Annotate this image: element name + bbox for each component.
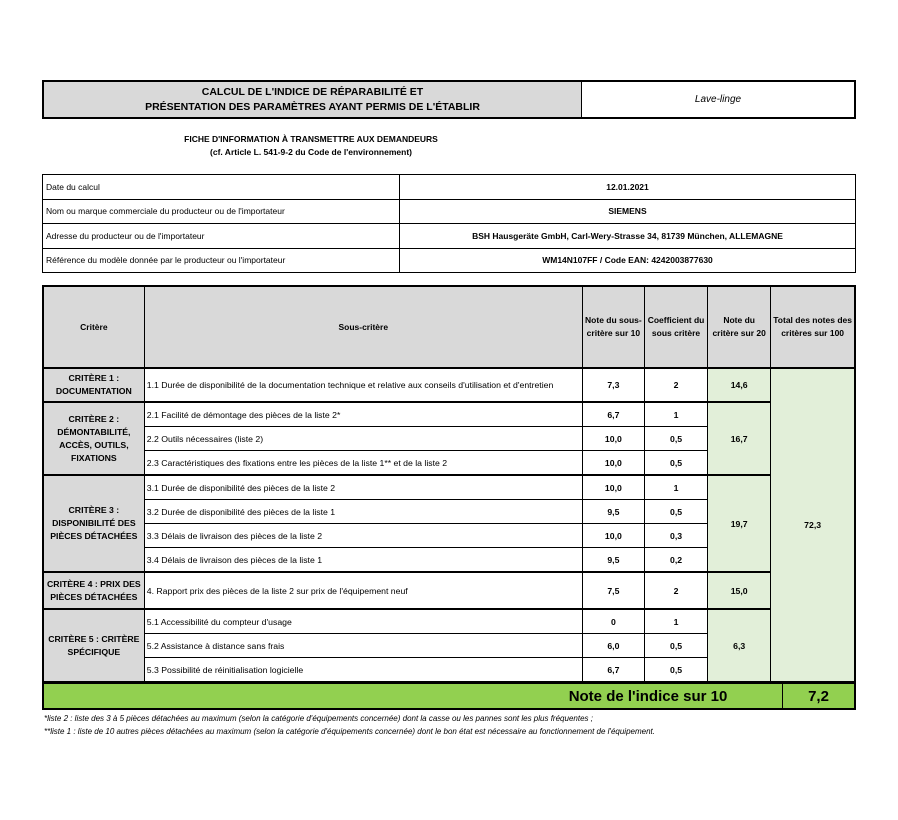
sous-critere-note: 7,5 — [582, 572, 644, 609]
critere-name: CRITÈRE 2 : DÉMONTABILITÉ, ACCÈS, OUTILS, FIXATIONS — [43, 402, 144, 475]
sous-critere-coef: 2 — [644, 368, 707, 402]
critere-note: 15,0 — [708, 572, 771, 609]
title-block — [42, 80, 856, 119]
sous-critere-note: 10,0 — [582, 451, 644, 476]
info-value: BSH Hausgeräte GmbH, Carl-Wery-Strasse 34, 81739 München, ALLEMAGNE — [400, 224, 856, 249]
sous-critere-label: 2.3 Caractéristiques des fixations entre les pièces de la liste 1** et de la liste 2 — [144, 451, 582, 476]
fiche-line-1: FICHE D'INFORMATION À TRANSMETTRE AUX DEMANDEURS — [184, 134, 438, 144]
sous-critere-label: 2.2 Outils nécessaires (liste 2) — [144, 427, 582, 451]
fiche-subtitle — [42, 133, 580, 159]
col-total: Total des notes des critères sur 100 — [771, 286, 855, 368]
sous-critere-label: 5.3 Possibilité de réinitialisation logicielle — [144, 658, 582, 683]
info-label: Référence du modèle donnée par le producteur ou l'importateur — [43, 248, 400, 273]
info-row — [43, 224, 856, 249]
info-label: Nom ou marque commerciale du producteur ou de l'importateur — [43, 199, 400, 224]
sous-critere-note: 6,7 — [582, 658, 644, 683]
sous-critere-coef: 0,5 — [644, 427, 707, 451]
table-row — [43, 402, 855, 427]
footnote-liste-2: *liste 2 : liste des 3 à 5 pièces détachées au maximum (selon la catégorie d'équipements concernée) dont la casse ou les pannes sont les plus fréquentes ; — [44, 714, 593, 723]
sous-critere-coef: 1 — [644, 475, 707, 500]
critere-note: 6,3 — [708, 609, 771, 682]
sous-critere-note: 7,3 — [582, 368, 644, 402]
info-label: Date du calcul — [43, 175, 400, 200]
info-row — [43, 199, 856, 224]
info-row — [43, 248, 856, 273]
table-row — [43, 368, 855, 402]
sous-critere-note: 10,0 — [582, 524, 644, 548]
info-value: SIEMENS — [400, 199, 856, 224]
sous-critere-note: 10,0 — [582, 427, 644, 451]
sous-critere-note: 10,0 — [582, 475, 644, 500]
sous-critere-label: 2.1 Facilité de démontage des pièces de la liste 2* — [144, 402, 582, 427]
col-note-critere: Note du critère sur 20 — [708, 286, 771, 368]
footnote-liste-1: **liste 1 : liste de 10 autres pièces détachées au maximum (selon la catégorie d'équipements concernée) dont le bon état est nécessaire au fonctionnement de l'équipement. — [44, 727, 655, 736]
fiche-line-2: (cf. Article L. 541-9-2 du Code de l'environnement) — [210, 147, 412, 157]
info-value: 12.01.2021 — [400, 175, 856, 200]
product-type: Lave-linge — [694, 94, 742, 105]
sous-critere-coef: 2 — [644, 572, 707, 609]
sous-critere-coef: 1 — [644, 402, 707, 427]
score-table — [42, 285, 856, 683]
sous-critere-label: 1.1 Durée de disponibilité de la documentation technique et relative aux conseils d'utilisation et d'entretien — [144, 368, 582, 402]
col-critere: Critère — [43, 286, 144, 368]
sous-critere-note: 9,5 — [582, 500, 644, 524]
sous-critere-label: 4. Rapport prix des pièces de la liste 2 sur prix de l'équipement neuf — [144, 572, 582, 609]
table-row — [43, 609, 855, 634]
col-coef: Coefficient du sous critère — [644, 286, 707, 368]
sous-critere-coef: 0,2 — [644, 548, 707, 573]
sous-critere-coef: 0,5 — [644, 451, 707, 476]
sous-critere-note: 6,7 — [582, 402, 644, 427]
header-row — [43, 286, 855, 368]
sous-critere-note: 6,0 — [582, 634, 644, 658]
sous-critere-coef: 0,5 — [644, 658, 707, 683]
sous-critere-coef: 0,3 — [644, 524, 707, 548]
critere-note: 14,6 — [708, 368, 771, 402]
sous-critere-coef: 1 — [644, 609, 707, 634]
table-row — [43, 475, 855, 500]
sous-critere-coef: 0,5 — [644, 500, 707, 524]
sous-critere-label: 3.3 Délais de livraison des pièces de la liste 2 — [144, 524, 582, 548]
sous-critere-label: 5.1 Accessibilité du compteur d'usage — [144, 609, 582, 634]
sous-critere-label: 3.2 Durée de disponibilité des pièces de la liste 1 — [144, 500, 582, 524]
title-line-1: CALCUL DE L'INDICE DE RÉPARABILITÉ ET — [201, 86, 424, 98]
critere-note: 19,7 — [708, 475, 771, 572]
indice-value: 7,2 — [782, 684, 854, 708]
title-line-2: PRÉSENTATION DES PARAMÈTRES AYANT PERMIS DE L'ÉTABLIR — [145, 101, 480, 113]
table-row — [43, 572, 855, 609]
sous-critere-label: 3.4 Délais de livraison des pièces de la liste 1 — [144, 548, 582, 573]
sous-critere-label: 3.1 Durée de disponibilité des pièces de la liste 2 — [144, 475, 582, 500]
critere-name: CRITÈRE 5 : CRITÈRE SPÉCIFIQUE — [43, 609, 144, 682]
indice-label: Note de l'indice sur 10 — [568, 687, 728, 705]
info-value: WM14N107FF / Code EAN: 4242003877630 — [400, 248, 856, 273]
document-title — [44, 82, 582, 117]
critere-note: 16,7 — [708, 402, 771, 475]
critere-name: CRITÈRE 1 : DOCUMENTATION — [43, 368, 144, 402]
sous-critere-note: 9,5 — [582, 548, 644, 573]
sous-critere-coef: 0,5 — [644, 634, 707, 658]
info-row — [43, 175, 856, 200]
sous-critere-label: 5.2 Assistance à distance sans frais — [144, 634, 582, 658]
critere-name: CRITÈRE 4 : PRIX DES PIÈCES DÉTACHÉES — [43, 572, 144, 609]
critere-name: CRITÈRE 3 : DISPONIBILITÉ DES PIÈCES DÉTACHÉES — [43, 475, 144, 572]
indice-bar — [42, 682, 856, 710]
sous-critere-note: 0 — [582, 609, 644, 634]
col-sous-critere: Sous-critère — [144, 286, 582, 368]
info-label: Adresse du producteur ou de l'importateur — [43, 224, 400, 249]
info-table — [42, 174, 856, 273]
col-note-sous: Note du sous-critère sur 10 — [582, 286, 644, 368]
total-score: 72,3 — [771, 368, 855, 682]
